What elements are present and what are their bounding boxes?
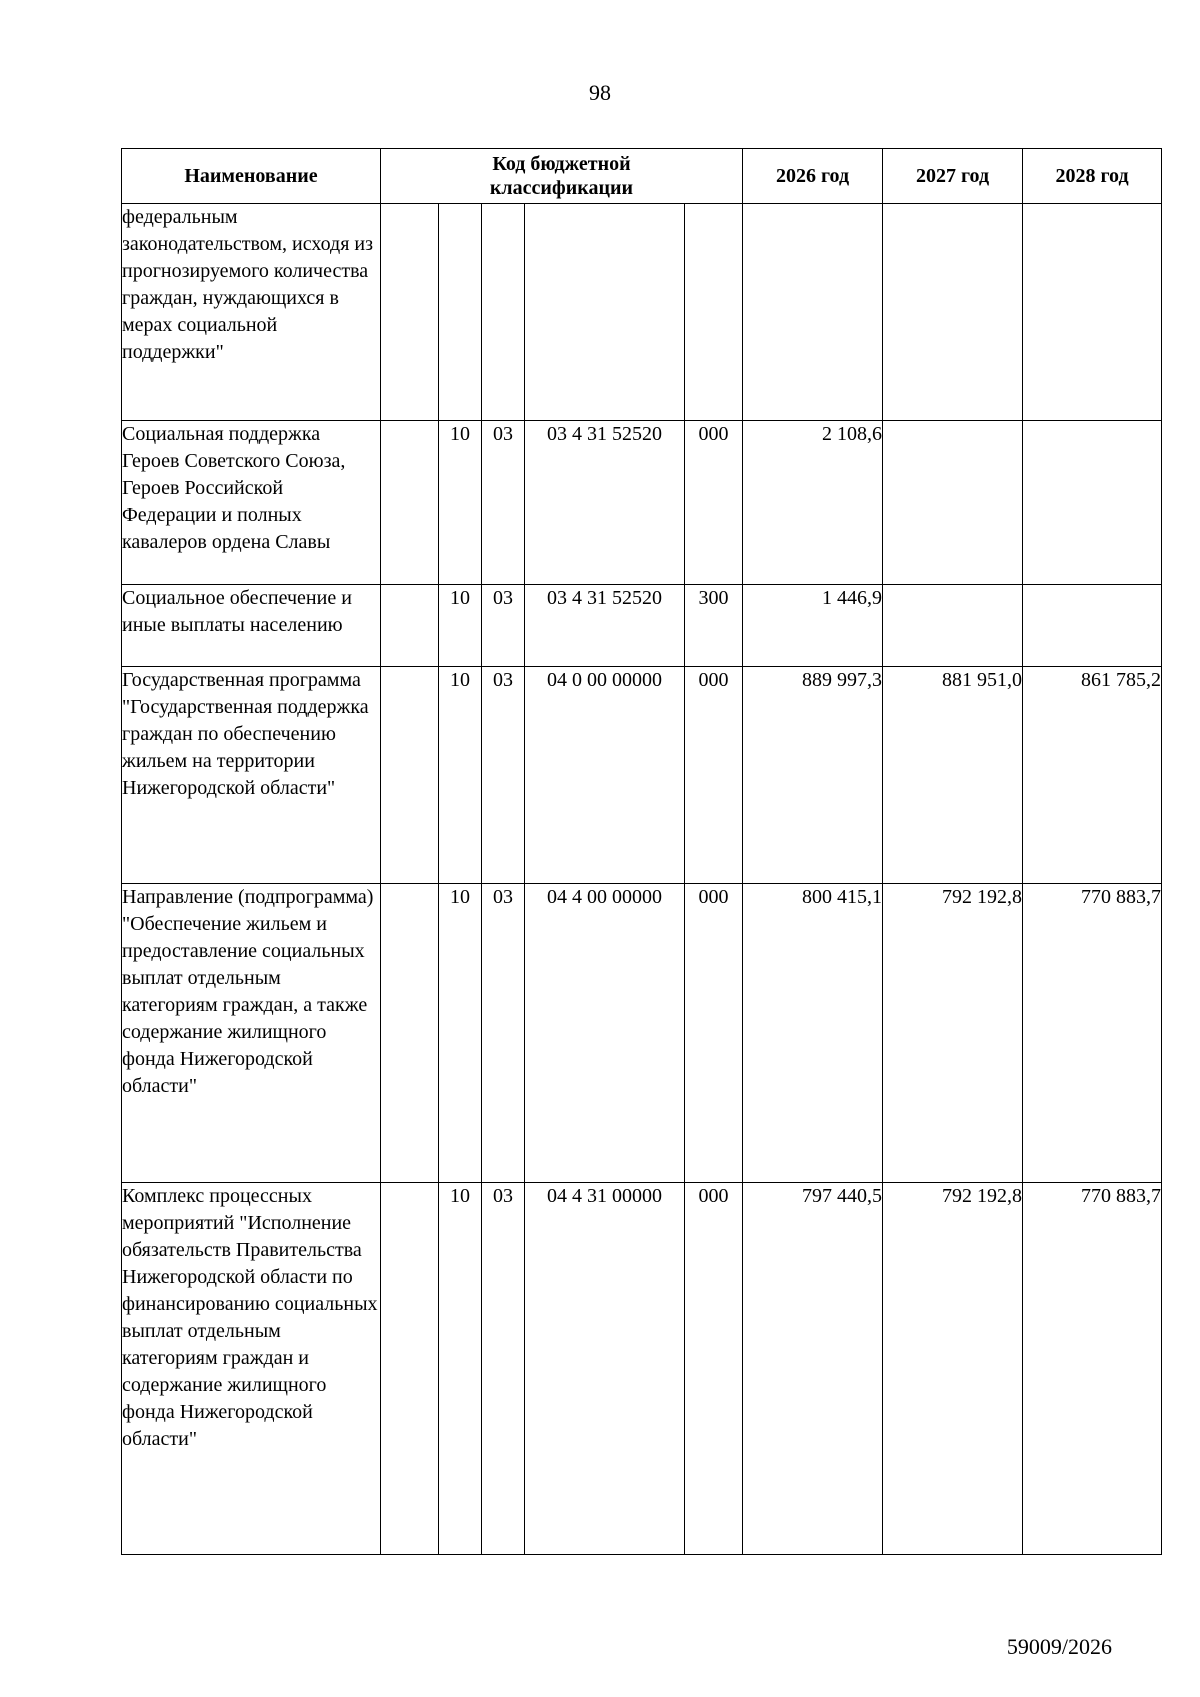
code-target-article [525, 204, 685, 421]
code-section: 10 [439, 585, 482, 667]
value-2027: 881 951,0 [883, 667, 1023, 884]
value-2028: 770 883,7 [1023, 1183, 1162, 1555]
code-subsection: 03 [482, 1183, 525, 1555]
value-2026: 1 446,9 [743, 585, 883, 667]
row-name: Социальное обеспечение и иные выплаты населению [122, 585, 381, 667]
row-name: Направление (подпрограмма) "Обеспечение жильем и предоставление социальных выплат отдельным категориям граждан, а также содержание жилищного фонда Нижегородской области" [122, 884, 381, 1183]
value-2028: 770 883,7 [1023, 884, 1162, 1183]
code-section: 10 [439, 884, 482, 1183]
code-target-article: 03 4 31 52520 [525, 421, 685, 585]
table-row [122, 667, 1162, 884]
row-name: федеральным законодательством, исходя из прогнозируемого количества граждан, нуждающихся в мерах социальной поддержки" [122, 204, 381, 421]
table-row [122, 421, 1162, 585]
code-section: 10 [439, 667, 482, 884]
header-2028: 2028 год [1023, 149, 1162, 204]
value-2027: 792 192,8 [883, 1183, 1023, 1555]
code-target-article: 04 0 00 00000 [525, 667, 685, 884]
code-section [439, 204, 482, 421]
code-expense-type: 300 [685, 585, 743, 667]
code-segment-0 [381, 421, 439, 585]
value-2028 [1023, 421, 1162, 585]
value-2026 [743, 204, 883, 421]
table-row [122, 585, 1162, 667]
value-2026: 2 108,6 [743, 421, 883, 585]
page-number: 98 [589, 80, 611, 105]
header-code: Код бюджетной классификации [381, 149, 743, 204]
value-2026: 797 440,5 [743, 1183, 883, 1555]
code-target-article: 04 4 31 00000 [525, 1183, 685, 1555]
table-row [122, 884, 1162, 1183]
budget-table [121, 148, 1162, 1555]
code-target-article: 03 4 31 52520 [525, 585, 685, 667]
code-subsection: 03 [482, 667, 525, 884]
value-2026: 889 997,3 [743, 667, 883, 884]
code-subsection: 03 [482, 884, 525, 1183]
code-subsection: 03 [482, 421, 525, 585]
value-2027 [883, 204, 1023, 421]
value-2028: 861 785,2 [1023, 667, 1162, 884]
code-subsection: 03 [482, 585, 525, 667]
table-row [122, 1183, 1162, 1555]
code-segment-0 [381, 667, 439, 884]
code-segment-0 [381, 204, 439, 421]
code-expense-type: 000 [685, 421, 743, 585]
value-2028 [1023, 204, 1162, 421]
row-name: Государственная программа "Государственная поддержка граждан по обеспечению жильем на территории Нижегородской области" [122, 667, 381, 884]
header-row [122, 149, 1162, 204]
code-segment-0 [381, 1183, 439, 1555]
row-name: Социальная поддержка Героев Советского Союза, Героев Российской Федерации и полных кавалеров ордена Славы [122, 421, 381, 585]
header-name: Наименование [122, 149, 381, 204]
document-registration-number: 59009/2026 [1006, 1634, 1112, 1659]
code-segment-0 [381, 884, 439, 1183]
code-section: 10 [439, 1183, 482, 1555]
value-2026: 800 415,1 [743, 884, 883, 1183]
code-expense-type [685, 204, 743, 421]
table-row [122, 204, 1162, 421]
code-section: 10 [439, 421, 482, 585]
code-expense-type: 000 [685, 884, 743, 1183]
header-2026: 2026 год [743, 149, 883, 204]
code-subsection [482, 204, 525, 421]
value-2027 [883, 421, 1023, 585]
code-expense-type: 000 [685, 1183, 743, 1555]
value-2027 [883, 585, 1023, 667]
row-name: Комплекс процессных мероприятий "Исполнение обязательств Правительства Нижегородской области по финансированию социальных выплат отдельным категориям граждан и содержание жилищного фонда Нижегородской области" [122, 1183, 381, 1555]
value-2028 [1023, 585, 1162, 667]
code-segment-0 [381, 585, 439, 667]
code-expense-type: 000 [685, 667, 743, 884]
header-2027: 2027 год [883, 149, 1023, 204]
code-target-article: 04 4 00 00000 [525, 884, 685, 1183]
value-2027: 792 192,8 [883, 884, 1023, 1183]
